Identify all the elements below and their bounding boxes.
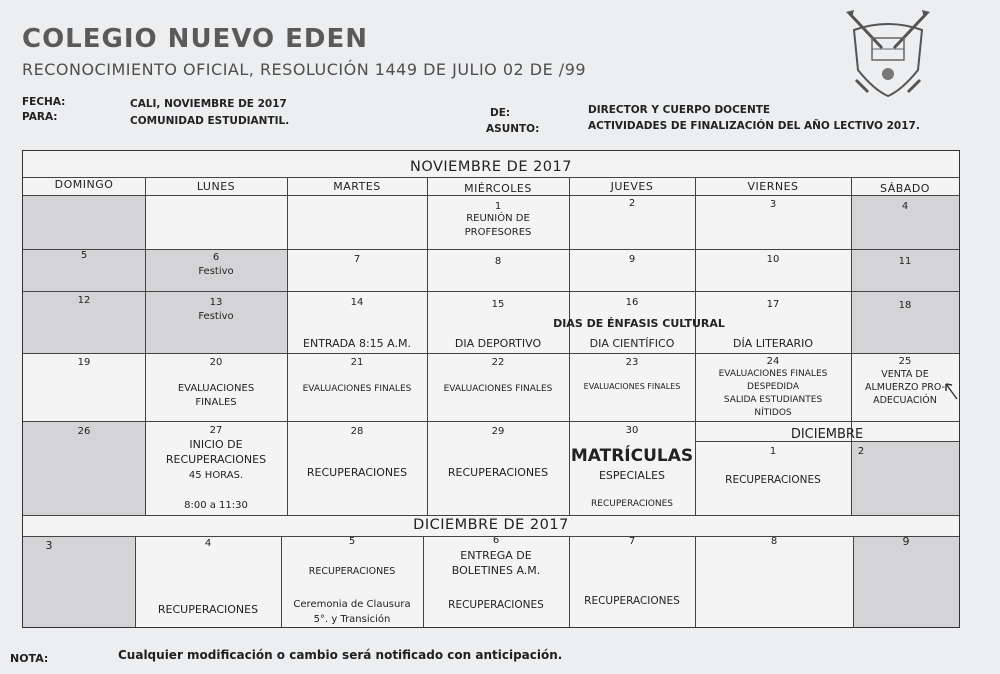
- day-event: DÍA LITERARIO: [732, 337, 814, 350]
- day-event: EVALUACIONES FINALES: [583, 382, 681, 391]
- day-event: ENTRADA 8:15 A.M.: [303, 337, 411, 350]
- day-event: EVALUACIONES FINALES: [302, 384, 412, 394]
- day-number: 8: [770, 536, 778, 547]
- day-number: 1: [769, 446, 777, 457]
- asunto-value: ACTIVIDADES DE FINALIZACIÓN DEL AÑO LECTIVO 2017.: [588, 120, 920, 132]
- day-number: 9: [902, 535, 910, 548]
- day-number: 1: [494, 201, 502, 212]
- note-label: NOTA:: [10, 652, 49, 665]
- fecha-label: FECHA:: [22, 96, 66, 108]
- day-number: 6: [212, 252, 220, 263]
- day-number: 5: [80, 250, 88, 261]
- day-event: RECUPERACIONES: [448, 599, 544, 611]
- weekday-header: SÁBADO: [880, 182, 930, 195]
- month-title: NOVIEMBRE DE 2017: [409, 159, 572, 175]
- day-number: 21: [350, 357, 364, 368]
- day-event: 8:00 a 11:30: [184, 500, 248, 511]
- day-event: Festivo: [198, 311, 234, 322]
- day-number: 15: [491, 299, 505, 310]
- day-event: INICIO DE RECUPERACIONES: [165, 438, 267, 466]
- de-value: DIRECTOR Y CUERPO DOCENTE: [588, 104, 771, 116]
- para-label: PARA:: [22, 111, 58, 123]
- day-number: 30: [625, 425, 639, 436]
- day-event: RECUPERACIONES: [447, 466, 549, 479]
- day-number: 6: [492, 535, 500, 546]
- day-number: 17: [766, 299, 780, 310]
- day-number: 24: [766, 356, 780, 367]
- day-event: RECUPERACIONES: [306, 466, 408, 479]
- day-number: 9: [628, 254, 636, 265]
- day-number: 2: [857, 446, 865, 457]
- day-number: 5: [348, 536, 356, 547]
- day-event: EVALUACIONES FINALES: [443, 384, 553, 394]
- day-event: ENTREGA DE BOLETINES A.M.: [451, 549, 541, 577]
- day-event: RECUPERACIONES: [308, 566, 396, 577]
- day-number: 16: [625, 297, 639, 308]
- day-number: 14: [350, 297, 364, 308]
- fecha-value: CALI, NOVIEMBRE DE 2017: [130, 98, 287, 110]
- day-number: 26: [77, 426, 91, 437]
- day-event: EVALUACIONES FINALES: [177, 383, 255, 408]
- december-header: DICIEMBRE: [790, 427, 864, 442]
- day-number: 11: [898, 256, 912, 267]
- day-number: 3: [45, 539, 53, 552]
- handwritten-arrow-icon: [943, 379, 959, 401]
- day-number: 25: [898, 356, 912, 367]
- day-event: DESPEDIDA: [747, 382, 799, 392]
- day-number: 7: [628, 536, 636, 547]
- day-event: DIA DEPORTIVO: [454, 337, 542, 350]
- weekday-header: MARTES: [333, 180, 381, 193]
- weekday-header: DOMINGO: [54, 178, 114, 191]
- weekday-header: VIERNES: [747, 180, 799, 193]
- day-number: 4: [901, 201, 909, 212]
- day-number: 4: [204, 538, 212, 549]
- december-title: DICIEMBRE DE 2017: [413, 517, 569, 533]
- day-event: DIA CIENTÍFICO: [589, 337, 675, 350]
- day-number: 10: [766, 254, 780, 265]
- day-number: 19: [77, 357, 91, 368]
- school-crest-icon: [842, 8, 934, 100]
- calendar-grid: [22, 150, 960, 628]
- day-event: RECUPERACIONES: [584, 595, 680, 607]
- day-event: 5°. y Transición: [313, 614, 391, 625]
- day-event: RECUPERACIONES: [591, 499, 673, 509]
- day-event: VENTA DE ALMUERZO PRO-ADECUACIÓN: [864, 369, 946, 406]
- weekday-header: JUEVES: [610, 180, 654, 193]
- day-number: 3: [769, 199, 777, 210]
- day-number: 27: [209, 425, 223, 436]
- school-name: COLEGIO NUEVO EDEN: [22, 24, 368, 54]
- day-number: 12: [77, 295, 91, 306]
- weekday-header: LUNES: [196, 180, 236, 193]
- day-event: Festivo: [198, 266, 234, 277]
- day-number: 22: [491, 357, 505, 368]
- day-event: ESPECIALES: [598, 469, 666, 482]
- cultural-emphasis-banner: DIAS DE ÉNFASIS CULTURAL: [553, 317, 725, 330]
- de-label: DE:: [490, 107, 511, 119]
- official-recognition: RECONOCIMIENTO OFICIAL, RESOLUCIÓN 1449 DE JULIO 02 DE /99: [22, 60, 587, 79]
- day-number: 18: [898, 300, 912, 311]
- day-event: RECUPERACIONES: [725, 474, 821, 486]
- day-event: EVALUACIONES FINALES: [718, 369, 828, 379]
- day-event: REUNIÓN DE PROFESORES: [464, 213, 532, 238]
- weekday-header: MIÉRCOLES: [464, 182, 532, 195]
- asunto-label: ASUNTO:: [486, 123, 540, 135]
- day-number: 23: [625, 357, 639, 368]
- day-event: RECUPERACIONES: [157, 603, 259, 616]
- enrollment-heading: MATRÍCULAS: [570, 446, 694, 466]
- day-number: 29: [491, 426, 505, 437]
- day-number: 7: [353, 254, 361, 265]
- day-number: 2: [628, 198, 636, 209]
- day-number: 20: [209, 357, 223, 368]
- day-event: SALIDA ESTUDIANTES NÍTIDOS: [723, 395, 823, 418]
- day-event: 45 HORAS.: [188, 470, 244, 481]
- note-text: Cualquier modificación o cambio será notificado con anticipación.: [118, 648, 563, 662]
- day-event: Ceremonia de Clausura: [293, 599, 411, 610]
- day-number: 13: [209, 297, 223, 308]
- day-number: 8: [494, 256, 502, 267]
- para-value: COMUNIDAD ESTUDIANTIL.: [130, 115, 290, 127]
- day-number: 28: [350, 426, 364, 437]
